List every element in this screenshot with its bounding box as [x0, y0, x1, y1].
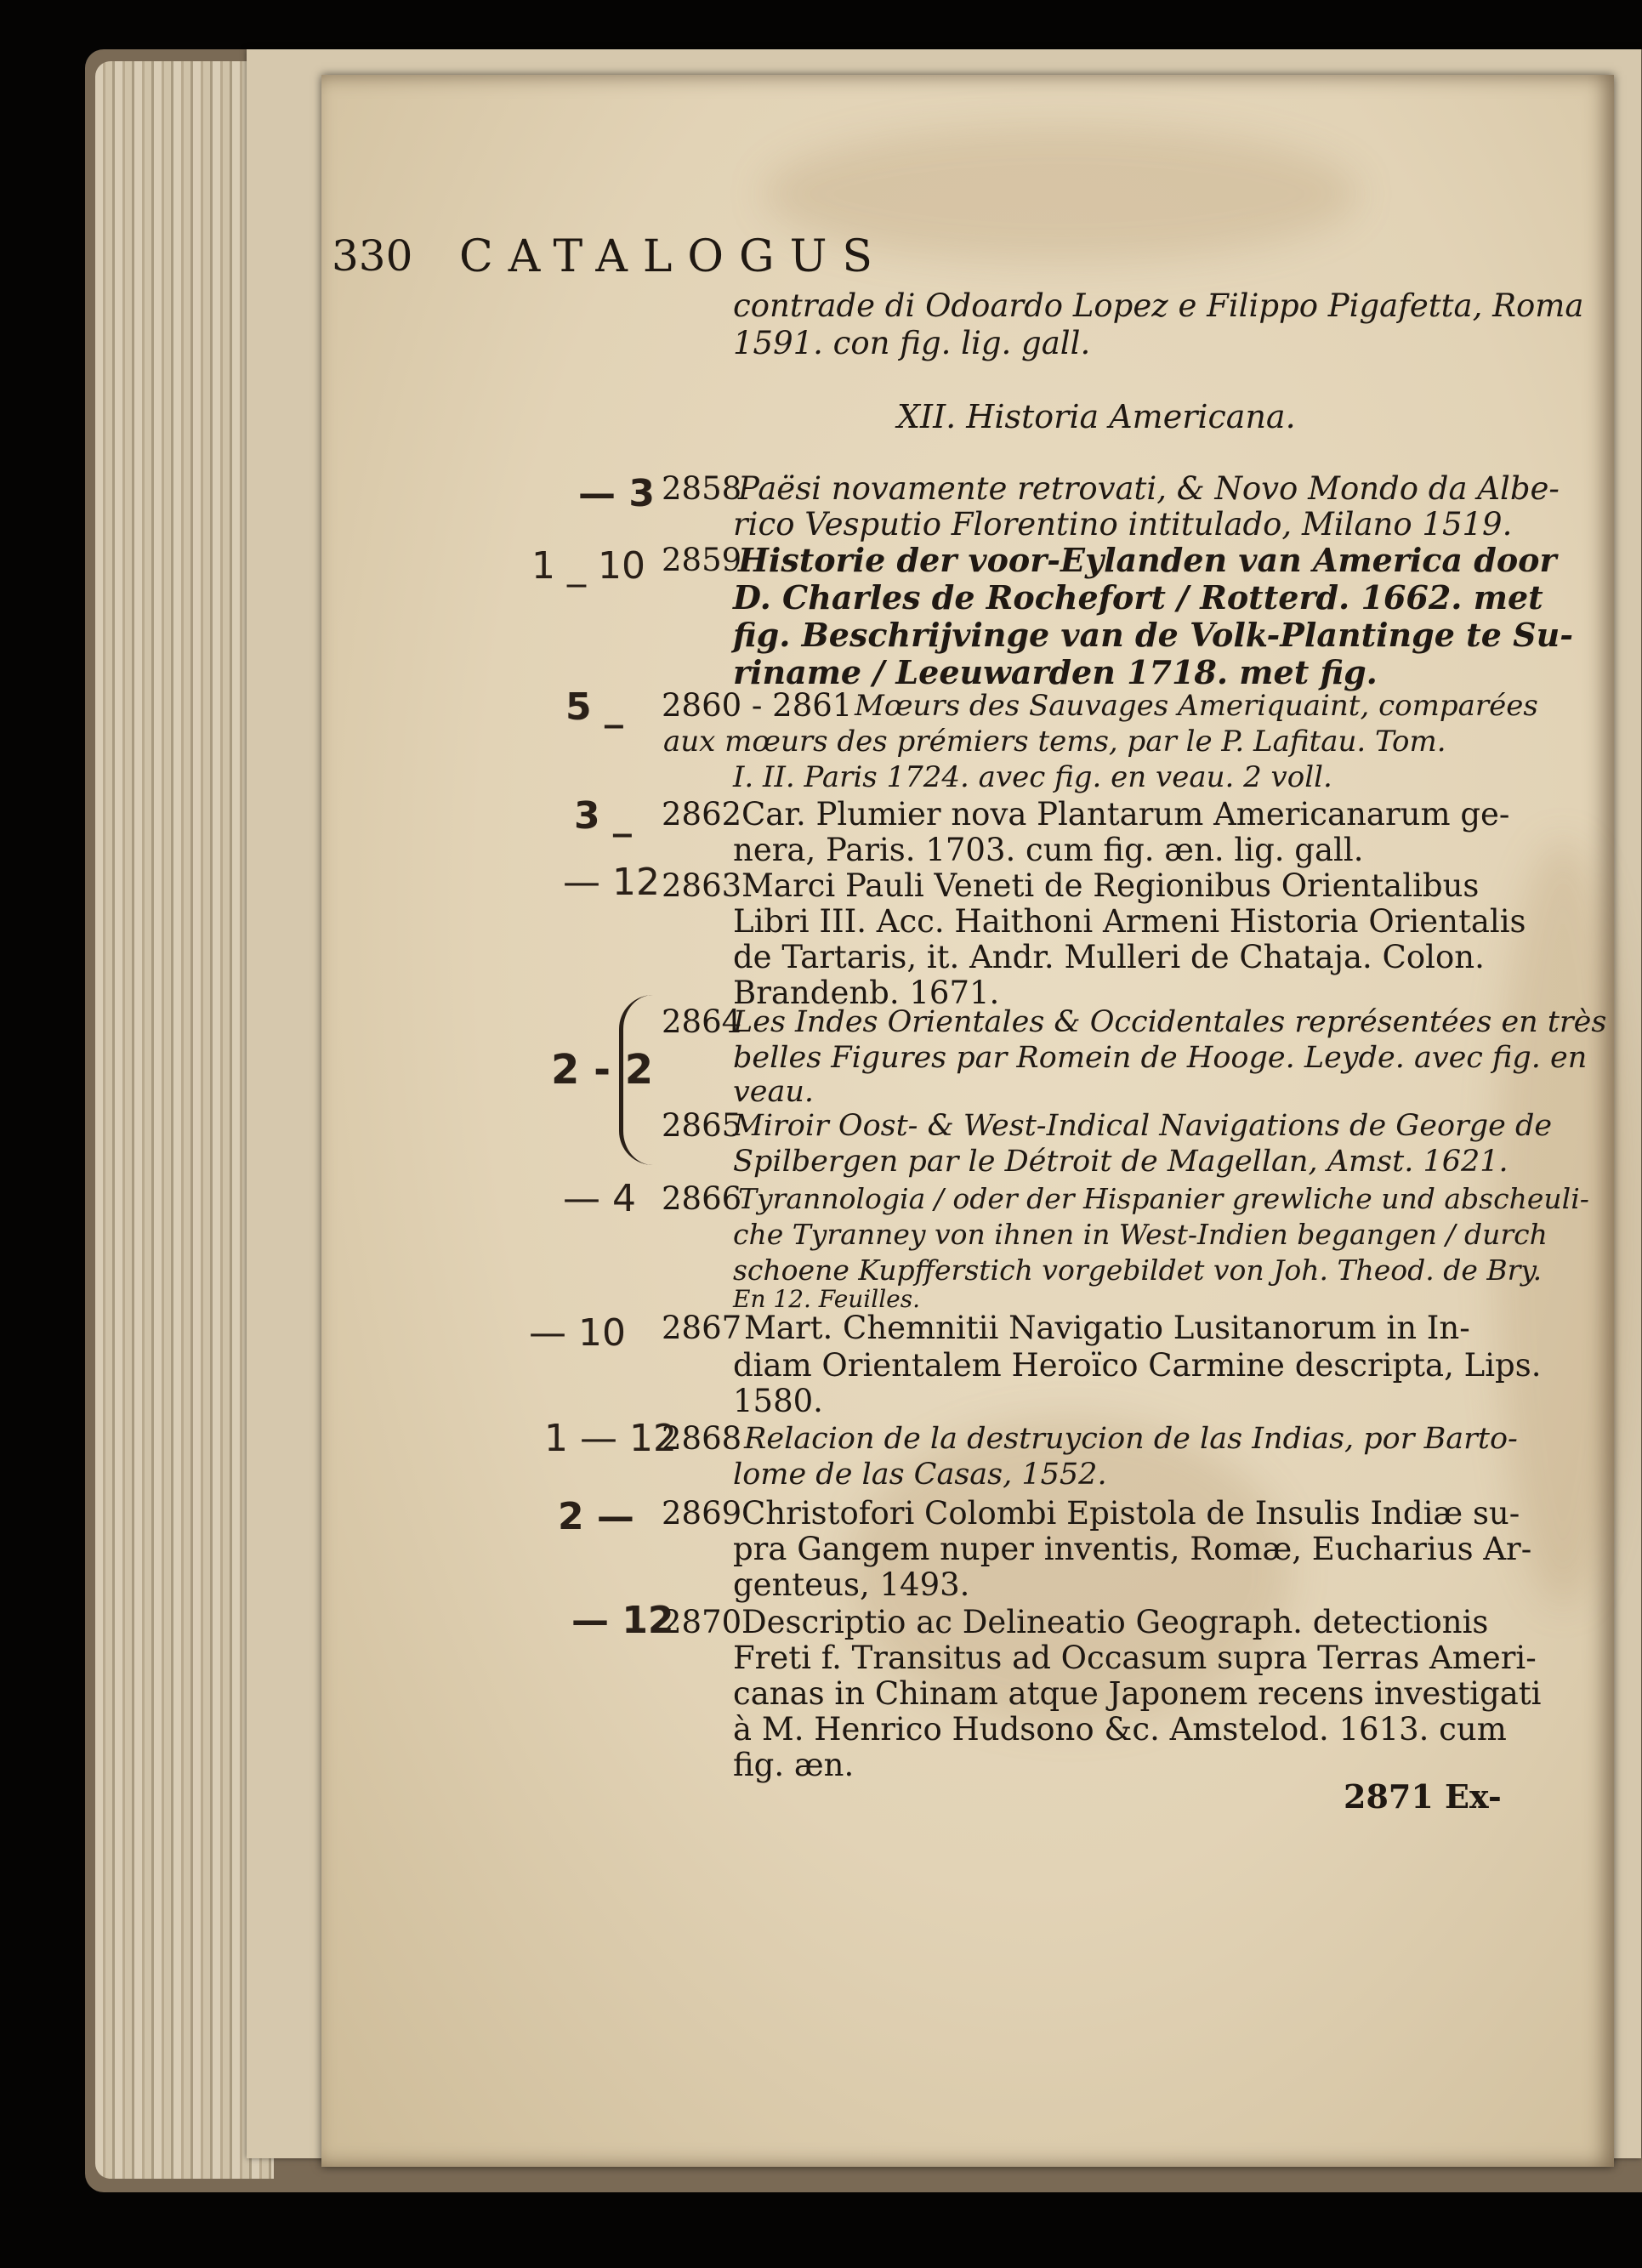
entry-line: aux mœurs des prémiers tems, par le P. Lafitau. Tom. [663, 725, 1446, 759]
entry-line: fig. Beschrijvinge van de Volk-Plantinge te Su- [733, 616, 1573, 654]
entry-line: Christofori Colombi Epistola de Insulis Indiæ su- [741, 1495, 1520, 1532]
entry-line: che Tyranney von ihnen in West-Indien begangen / durch [733, 1218, 1548, 1251]
entry-line: Libri III. Acc. Haithoni Armeni Historia Orientalis [733, 903, 1526, 940]
entry-number: 2858 [662, 470, 742, 507]
entry-line: Mœurs des Sauvages Ameriquaint, comparées [855, 689, 1538, 723]
handwritten-price: 1 — 12 [544, 1417, 677, 1460]
entry-line: de Tartaris, it. Andr. Mulleri de Chataja. Colon. [733, 939, 1485, 975]
handwritten-price: 2 - 2 [551, 1046, 654, 1094]
entry-line: schoene Kupfferstich vorgebildet von Joh. Theod. de Bry. [733, 1253, 1543, 1287]
entry-line: fig. æn. [733, 1747, 855, 1783]
entry-line: canas in Chinam atque Japonem recens investigati [733, 1675, 1542, 1712]
entry-number: 2868 [662, 1420, 742, 1457]
entry-line: rico Vesputio Florentino intitulado, Milano 1519. [733, 506, 1513, 543]
entry-line: Relacion de la destruycion de las Indias, por Barto- [744, 1422, 1518, 1456]
entry-line: pra Gangem nuper inventis, Romæ, Eucharius Ar- [733, 1531, 1532, 1567]
entry-line: Spilbergen par le Détroit de Magellan, Amst. 1621. [733, 1145, 1508, 1179]
entry-line: Paësi novamente retrovati, & Novo Mondo da Albe- [738, 470, 1560, 507]
entry-line: nera, Paris. 1703. cum fig. æn. lig. gall. [733, 832, 1364, 868]
entry-line: Tyrannologia / oder der Hispanier grewliche und abscheuli- [738, 1182, 1589, 1215]
page-title: CATALOGUS [459, 231, 889, 282]
entry-line: à M. Henrico Hudsono &c. Amstelod. 1613. cum [733, 1711, 1507, 1748]
entry-number: 2860 - 2861 [662, 687, 853, 724]
entry-line: Freti f. Transitus ad Occasum supra Terras Ameri- [733, 1640, 1537, 1676]
entry-line: I. II. Paris 1724. avec fig. en veau. 2 voll. [733, 760, 1332, 794]
entry-line: riname / Leeuwarden 1718. met fig. [733, 653, 1378, 691]
entry-line: Miroir Oost- & West-Indical Navigations de George de [733, 1109, 1553, 1143]
intro-line: contrade di Odoardo Lopez e Filippo Pigafetta, Roma [733, 287, 1584, 324]
entry-number: 2869 [662, 1495, 742, 1532]
entry-line: belles Figures par Romein de Hooge. Leyde. avec fig. en [733, 1041, 1588, 1075]
running-head [332, 231, 1352, 291]
entry-number: 2864 [662, 1003, 742, 1040]
entry-line: veau. [733, 1075, 815, 1109]
entry-line: D. Charles de Rochefort / Rotterd. 1662. met [733, 578, 1543, 617]
handwritten-price: — 4 [563, 1177, 636, 1220]
handwritten-price: — 12 [563, 861, 660, 904]
entry-line: genteus, 1493. [733, 1566, 970, 1603]
entry-line: Mart. Chemnitii Navigatio Lusitanorum in In- [744, 1310, 1470, 1346]
entry-line: Brandenb. 1671. [733, 975, 1000, 1011]
entry-line: Marci Pauli Veneti de Regionibus Orientalibus [741, 867, 1480, 904]
handwritten-price: 3 _ [574, 794, 632, 838]
handwritten-price: 5 _ [565, 685, 623, 729]
entry-line: En 12. Feuilles. [733, 1285, 921, 1313]
handwritten-price: — 3 [578, 472, 655, 515]
entry-number: 2865 [662, 1107, 742, 1144]
entry-line: Les Indes Orientales & Occidentales représentées en très [733, 1005, 1607, 1039]
entry-number: 2862 [662, 796, 742, 833]
entry-number: 2859 [662, 542, 742, 578]
handwritten-price: 1 _ 10 [531, 544, 645, 588]
entry-line: 1580. [733, 1383, 823, 1419]
handwritten-price: — 10 [529, 1311, 626, 1355]
entry-number: 2866 [662, 1180, 742, 1217]
section-heading: XII. Historia Americana. [897, 398, 1296, 435]
entry-line: diam Orientalem Heroïco Carmine descripta, Lips. [733, 1347, 1542, 1384]
entry-number: 2870 [662, 1604, 742, 1640]
handwritten-price: — 12 [571, 1599, 674, 1642]
entry-number: 2863 [662, 867, 742, 904]
page-number: 330 [332, 231, 413, 281]
entry-number: 2867 [662, 1310, 742, 1346]
handwritten-brace [619, 995, 674, 1165]
entry-line: lome de las Casas, 1552. [733, 1458, 1107, 1492]
catchword: 2871 Ex- [1344, 1777, 1502, 1816]
intro-line: 1591. con fig. lig. gall. [733, 325, 1091, 361]
entry-line: Descriptio ac Delineatio Geograph. detectionis [741, 1604, 1489, 1640]
entry-line: Historie der voor-Eylanden van America door [738, 541, 1557, 579]
handwritten-price: 2 — [558, 1495, 634, 1538]
entry-line: Car. Plumier nova Plantarum Americanarum ge- [741, 796, 1510, 833]
